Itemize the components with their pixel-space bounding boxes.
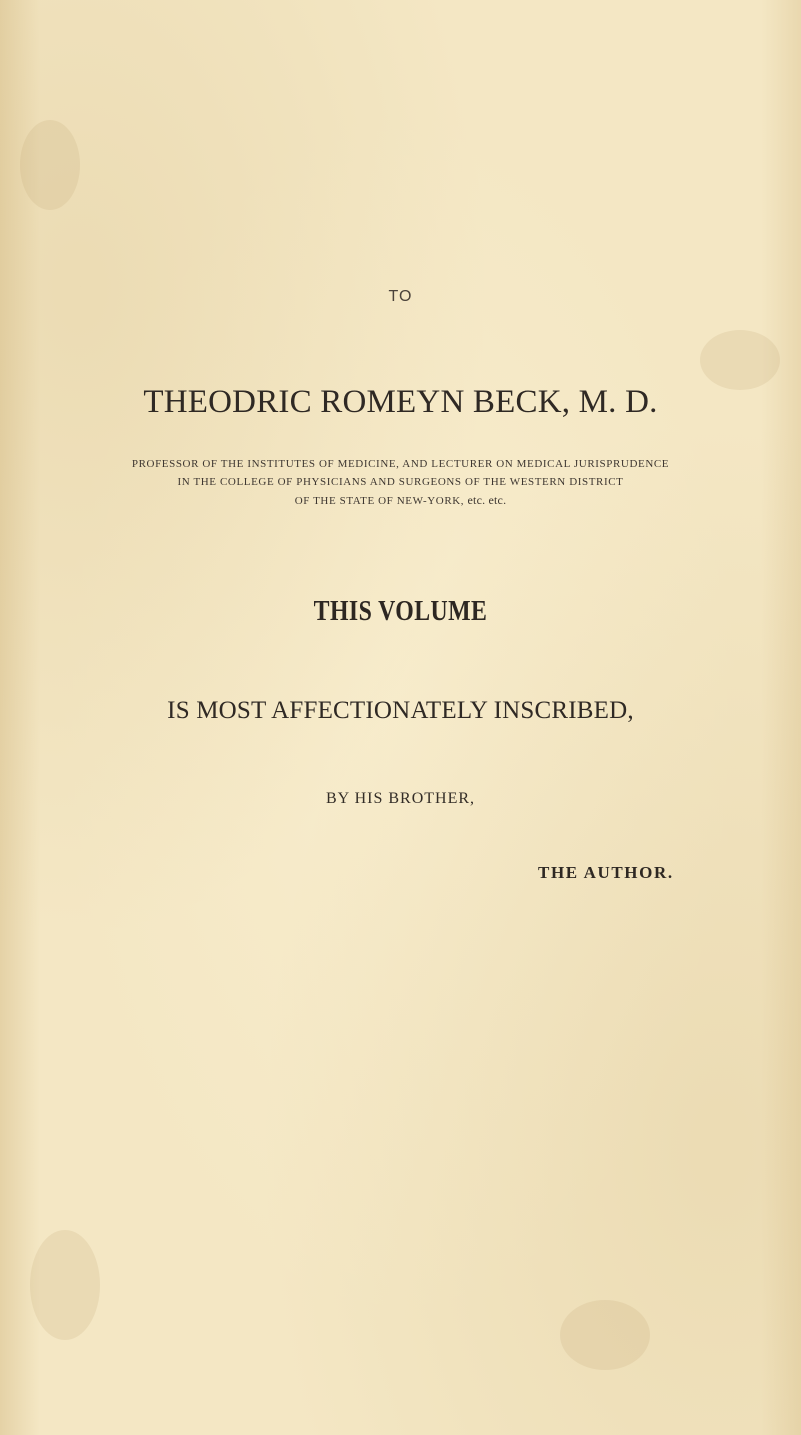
title-line-3: [0, 491, 801, 510]
dedicatee-titles: [0, 455, 801, 510]
paper-stain: [560, 1300, 650, 1370]
title-line-2: IN THE COLLEGE OF PHYSICIANS AND SURGEONS OF THE WESTERN DISTRICT: [177, 476, 624, 488]
inscription-line: IS MOST AFFECTIONATELY INSCRIBED,: [167, 697, 634, 724]
dedicatee-name: THEODRIC ROMEYN BECK, M. D.: [143, 384, 658, 420]
title-etc: etc. etc.: [467, 493, 507, 507]
dedication-to: TO: [388, 288, 413, 305]
paper-stain: [30, 1230, 100, 1340]
author-signature: THE AUTHOR.: [538, 863, 674, 882]
paper-stain: [20, 120, 80, 210]
paper-stain: [700, 330, 780, 390]
title-line-3-text: OF THE STATE OF NEW-YORK,: [294, 495, 465, 507]
title-line-1: PROFESSOR OF THE INSTITUTES OF MEDICINE, AND LECTURER ON MEDICAL JURISPRUDENCE: [131, 458, 670, 470]
this-volume-heading: THIS VOLUME: [313, 596, 488, 627]
by-brother-line: BY HIS BROTHER,: [325, 790, 476, 807]
